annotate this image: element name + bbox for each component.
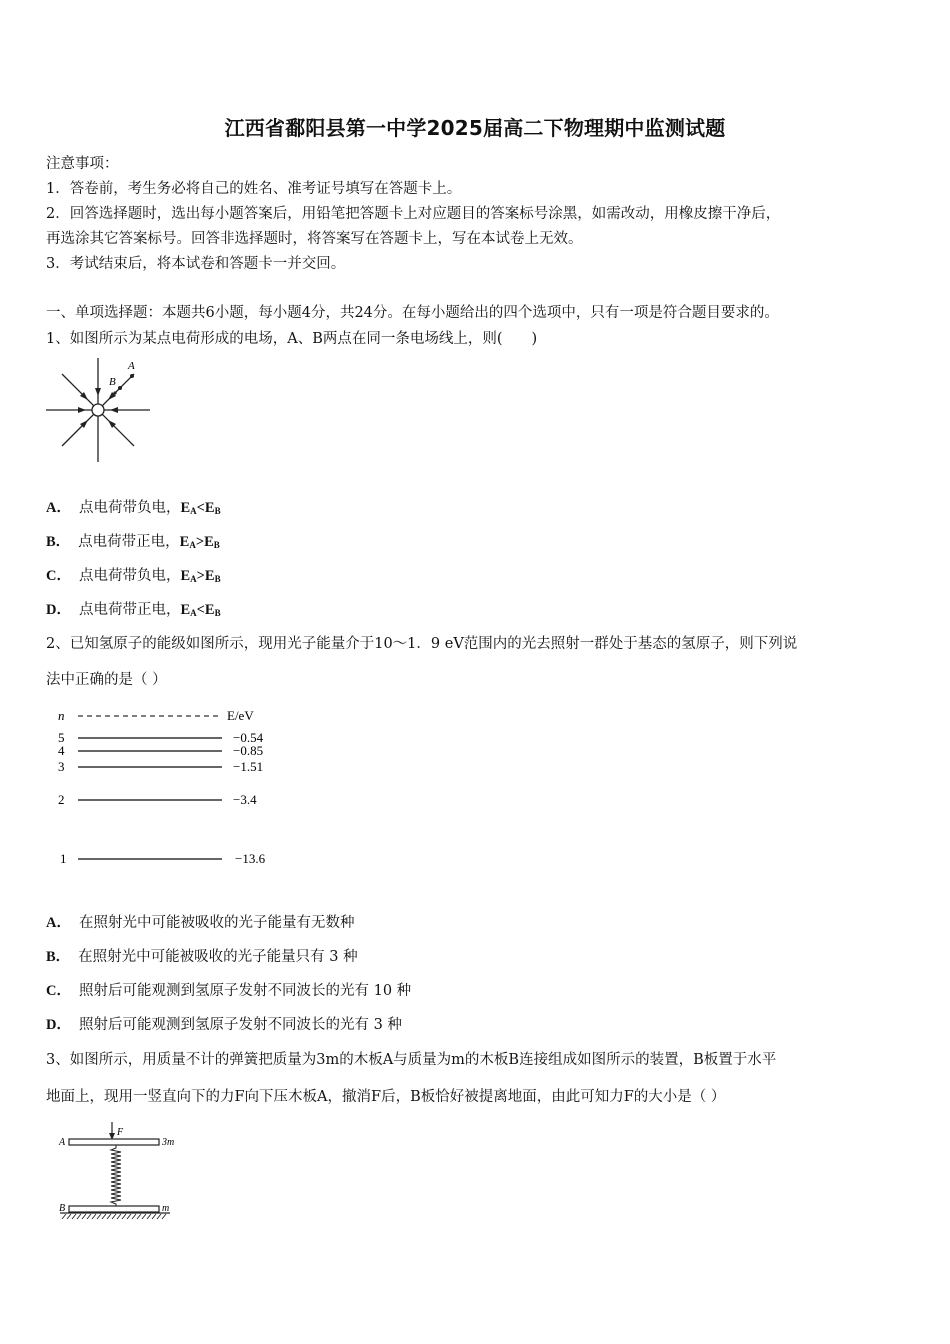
svg-text:5: 5 xyxy=(58,730,65,745)
option-a[interactable]: A． 在照射光中可能被吸收的光子能量有无数种 xyxy=(46,915,355,931)
svg-text:B: B xyxy=(59,1203,66,1214)
svg-text:A: A xyxy=(59,1137,66,1148)
notice-item: 1．答卷前，考生务必将自己的姓名、准考证号填写在答题卡上。 xyxy=(46,181,462,197)
svg-text:−3.4: −3.4 xyxy=(233,792,257,807)
page-title: 江西省鄱阳县第一中学2025届高二下物理期中监测试题 xyxy=(224,116,726,140)
energy-level-diagram xyxy=(52,703,282,873)
option-c[interactable]: C． 照射后可能观测到氢原子发射不同波长的光有 10 种 xyxy=(46,983,412,999)
electric-field-figure xyxy=(44,354,156,466)
svg-text:3m: 3m xyxy=(162,1137,175,1148)
svg-text:−0.54: −0.54 xyxy=(233,730,264,745)
point-charge xyxy=(92,404,104,416)
svg-text:1: 1 xyxy=(60,851,67,866)
svg-text:E/eV: E/eV xyxy=(227,708,254,723)
option-d[interactable]: D． 照射后可能观测到氢原子发射不同波长的光有 3 种 xyxy=(46,1017,402,1033)
svg-text:n: n xyxy=(58,708,65,723)
option-d[interactable]: D． 点电荷带正电，$E_A<E_B$ xyxy=(46,602,221,618)
svg-text:−0.85: −0.85 xyxy=(233,743,264,758)
level-1 xyxy=(60,851,266,866)
question-stem: 地面上，现用一竖直向下的力F向下压木板A，撤消F后，B板恰好被提离地面，由此可知力F的大小是（ ） xyxy=(46,1089,726,1105)
question-stem: 2、已知氢原子的能级如图所示，现用光子能量介于10～1．9 eV范围内的光去照射一群处于基态的氢原子，则下列说 xyxy=(46,636,798,652)
svg-text:−13.6: −13.6 xyxy=(235,851,266,866)
level-2 xyxy=(58,792,257,807)
label-a: A xyxy=(128,360,135,372)
option-a[interactable]: A． 点电荷带负电，$E_A<E_B$ xyxy=(46,500,221,516)
option-b[interactable]: B． 在照射光中可能被吸收的光子能量只有 3 种 xyxy=(46,949,358,965)
svg-text:F: F xyxy=(117,1127,124,1138)
board-a xyxy=(69,1139,159,1145)
level-4 xyxy=(58,743,263,758)
option-b[interactable]: B． 点电荷带正电，$E_A>E_B$ xyxy=(46,534,220,550)
svg-text:2: 2 xyxy=(58,792,65,807)
question-stem: 1、如图所示为某点电荷形成的电场，A、B两点在同一条电场线上，则( ) xyxy=(46,331,538,347)
svg-text:3: 3 xyxy=(58,759,65,774)
board-b xyxy=(69,1206,159,1212)
notice-item: 再选涂其它答案标号。回答非选择题时，将答案写在答题卡上，写在本试卷上无效。 xyxy=(46,231,583,247)
option-c[interactable]: C． 点电荷带负电，$E_A>E_B$ xyxy=(46,568,221,584)
svg-text:4: 4 xyxy=(58,743,65,758)
spring-apparatus-figure xyxy=(56,1120,186,1224)
spring-icon xyxy=(111,1145,121,1206)
notice-item: 2．回答选择题时，选出每小题答案后，用铅笔把答题卡上对应题目的答案标号涂黑，如需改动，用橡皮擦干净后， xyxy=(46,206,781,222)
section-heading: 一、单项选择题：本题共6小题，每小题4分，共24分。在每小题给出的四个选项中，只有一项是符合题目要求的。 xyxy=(46,305,779,321)
level-3 xyxy=(58,759,263,774)
notice-item: 3．考试结束后，将本试卷和答题卡一并交回。 xyxy=(46,256,346,272)
notice-heading: 注意事项： xyxy=(46,156,119,172)
question-stem: 3、如图所示，用质量不计的弹簧把质量为3m的木板A与质量为m的木板B连接组成如图所示的装置，B板置于水平 xyxy=(46,1052,777,1068)
label-b: B xyxy=(109,376,116,388)
question-stem: 法中正确的是（ ） xyxy=(46,672,167,688)
svg-text:m: m xyxy=(162,1203,170,1214)
svg-text:−1.51: −1.51 xyxy=(233,759,264,774)
